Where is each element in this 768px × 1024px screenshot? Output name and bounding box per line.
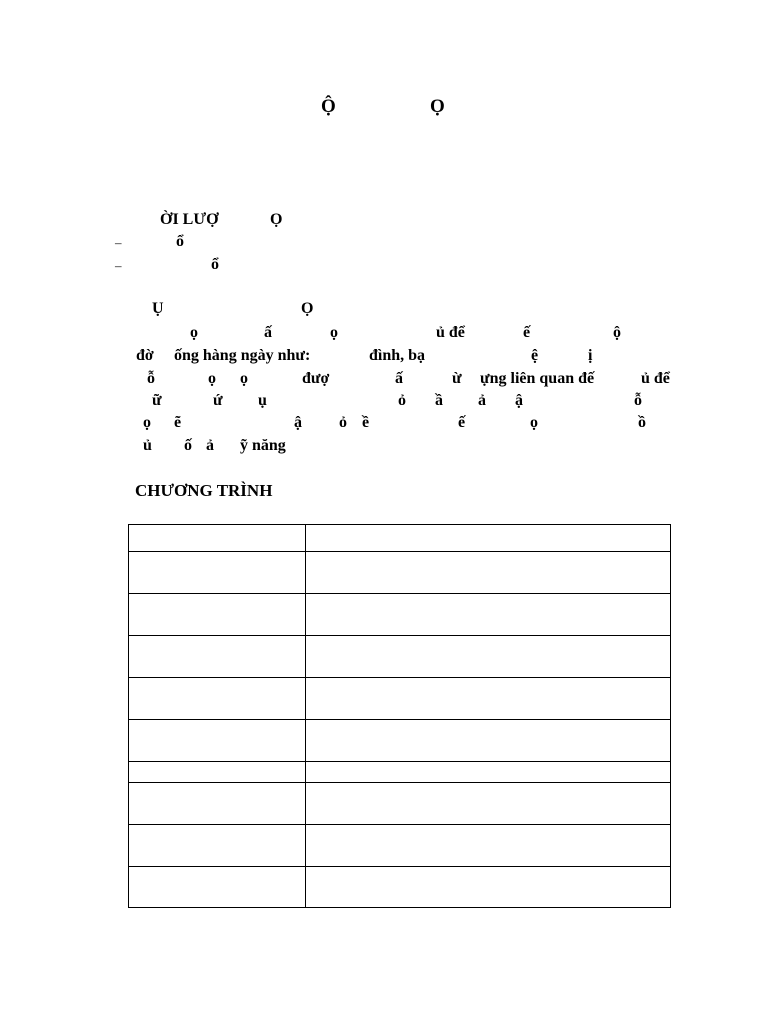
paragraph-fragment: ủ để [641,370,670,387]
paragraph-fragment: ỏ [339,414,347,431]
table-cell [129,720,306,762]
paragraph-fragment: ủ để [436,324,465,341]
paragraph-fragment: ống hàng ngày như: [174,347,311,364]
paragraph-fragment: ả [206,437,214,454]
table-cell [306,867,671,908]
paragraph-fragment: ầ [435,392,443,409]
table-row [129,594,671,636]
paragraph-fragment: ỗ [147,370,155,387]
paragraph-fragment: ề [362,414,370,431]
table-cell [306,552,671,594]
table-cell [129,636,306,678]
page-title-left: Ộ [321,96,336,117]
section-3-heading: CHƯƠNG TRÌNH [135,481,273,500]
paragraph-fragment: ẽ [174,414,182,431]
paragraph-fragment: ế [458,414,466,431]
table-cell [129,552,306,594]
paragraph-fragment: đờ [136,347,154,364]
section-2-heading-a: Ụ [152,300,164,317]
paragraph-fragment: ọ [143,414,151,431]
bullet-dash: – [115,258,122,273]
section-1-heading-b: Ọ [270,211,283,228]
section-2-heading-b: Ọ [301,300,314,317]
paragraph-fragment: đượ [302,370,330,387]
paragraph-fragment: ế [523,324,531,341]
paragraph-fragment: ố [184,437,192,454]
paragraph-fragment: ả [478,392,486,409]
paragraph-fragment: ọ [240,370,248,387]
paragraph-fragment: ứ [213,392,223,409]
table-cell [129,762,306,783]
paragraph-fragment: ọ [208,370,216,387]
paragraph-fragment: ọ [330,324,338,341]
table-row [129,825,671,867]
table-cell [129,867,306,908]
paragraph-fragment: ỗ [634,392,642,409]
program-table [128,524,671,908]
paragraph-fragment: ệ [531,347,539,364]
table-row [129,762,671,783]
table-row [129,552,671,594]
paragraph-fragment: ọ [530,414,538,431]
table-cell [129,678,306,720]
table-cell [306,783,671,825]
bullet-text: ổ [211,256,219,273]
paragraph-fragment: ữ [152,392,162,409]
table-cell [306,762,671,783]
paragraph-fragment: ộ [613,324,621,341]
table-cell [306,525,671,552]
bullet-text: ổ [176,233,184,250]
paragraph-fragment: ấ [264,324,272,341]
bullet-dash: – [115,235,122,250]
table-row [129,720,671,762]
table-cell [306,720,671,762]
paragraph-fragment: ỹ năng [240,437,286,454]
table-row [129,636,671,678]
table-cell [306,678,671,720]
paragraph-fragment: ị [588,347,593,364]
paragraph-fragment: ừ [452,370,462,387]
table-row [129,867,671,908]
table-cell [129,594,306,636]
table-cell [306,594,671,636]
paragraph-fragment: đình, bạ [369,347,426,364]
table-row [129,525,671,552]
table-cell [306,825,671,867]
paragraph-fragment: ậ [515,392,523,409]
page-title-right: Ọ [430,96,445,117]
paragraph-fragment: ỏ [398,392,406,409]
paragraph-fragment: ủ [143,437,152,454]
table-cell [129,525,306,552]
section-1-heading-a: ỜI LƯỢ [160,211,219,228]
paragraph-fragment: ựng liên quan đế [480,370,595,387]
paragraph-fragment: ồ [638,414,646,431]
table-cell [306,636,671,678]
table-cell [129,825,306,867]
paragraph-fragment: ọ [190,324,198,341]
paragraph-fragment: ụ [258,392,267,409]
table-row [129,783,671,825]
paragraph-fragment: ấ [395,370,403,387]
table-cell [129,783,306,825]
table-row [129,678,671,720]
paragraph-fragment: ậ [294,414,302,431]
